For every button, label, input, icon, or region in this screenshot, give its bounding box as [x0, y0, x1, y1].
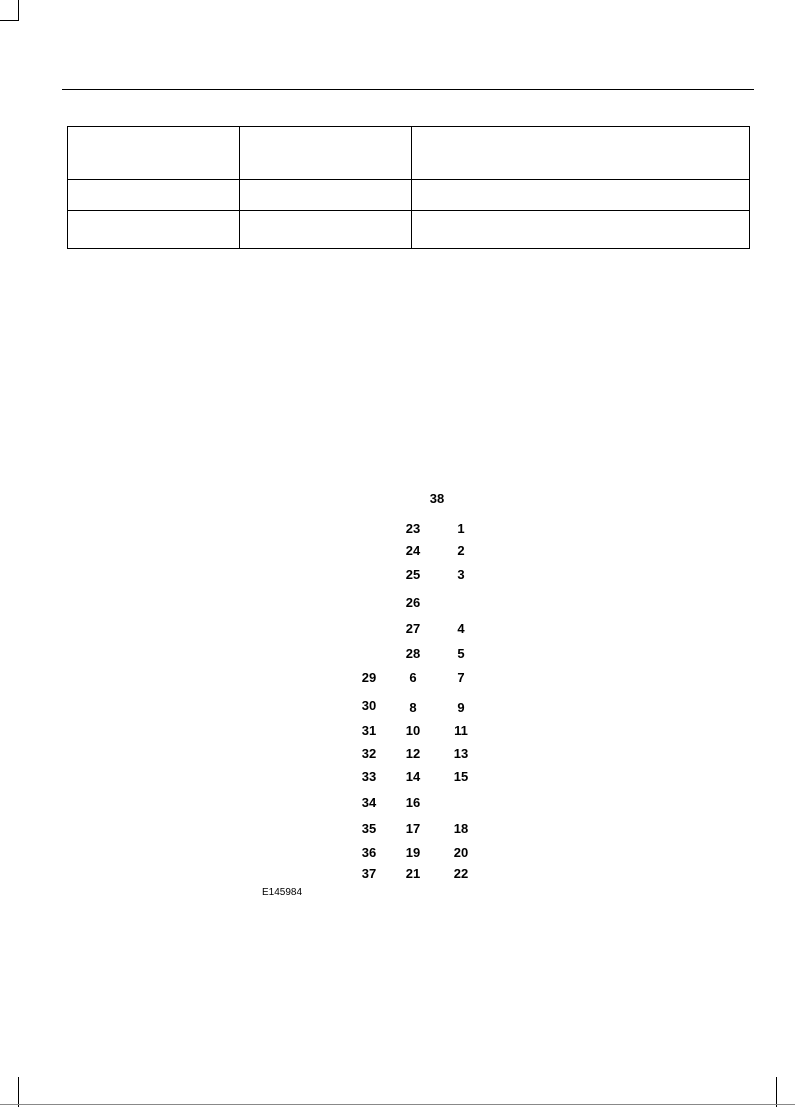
fuse-label: 24 [405, 543, 421, 558]
fuse-label: 21 [405, 866, 421, 881]
table-cell [68, 127, 240, 180]
fuse-label: 5 [457, 646, 465, 661]
fuse-label: 14 [405, 769, 421, 784]
fuse-label: 29 [361, 670, 377, 685]
fuse-label: 28 [405, 646, 421, 661]
fuse-label: 17 [405, 821, 421, 836]
fuse-info-table [67, 126, 750, 249]
fuse-label: 18 [453, 821, 469, 836]
table-row [68, 211, 750, 249]
fuse-label: 33 [361, 769, 377, 784]
crop-mark-top-left-horizontal [0, 20, 19, 21]
fuse-label: 8 [409, 700, 417, 715]
fuse-label: 32 [361, 746, 377, 761]
table-cell [240, 211, 412, 249]
fuse-label: 25 [405, 567, 421, 582]
fuse-label: 6 [409, 670, 417, 685]
table-cell [68, 211, 240, 249]
fuse-label: 36 [361, 845, 377, 860]
table-cell [412, 211, 750, 249]
fuse-label: 23 [405, 521, 421, 536]
table-row [68, 127, 750, 180]
table-cell [412, 127, 750, 180]
crop-mark-bottom-right-vertical [776, 1077, 777, 1107]
fuse-label: 7 [457, 670, 465, 685]
crop-mark-bottom-left-vertical [18, 1077, 19, 1107]
fuse-label: 31 [361, 723, 377, 738]
table-row [68, 180, 750, 211]
fuse-label: 4 [457, 621, 465, 636]
fuse-label: 38 [429, 491, 445, 506]
fuse-label: 12 [405, 746, 421, 761]
figure-code: E145984 [262, 887, 303, 898]
header-rule [62, 89, 754, 90]
fuse-label: 10 [405, 723, 421, 738]
fuse-label: 37 [361, 866, 377, 881]
fuse-label: 15 [453, 769, 469, 784]
table-cell [240, 180, 412, 211]
fuse-label: 35 [361, 821, 377, 836]
table-cell [240, 127, 412, 180]
crop-mark-bottom-edge [0, 1104, 795, 1105]
fuse-label: 20 [453, 845, 469, 860]
fuse-label: 13 [453, 746, 469, 761]
fuse-label: 9 [457, 700, 465, 715]
fuse-label: 27 [405, 621, 421, 636]
fuse-label: 26 [405, 595, 421, 610]
crop-mark-top-left-vertical [18, 0, 19, 21]
fuse-label: 3 [457, 567, 465, 582]
fuse-label: 11 [454, 723, 468, 738]
fuse-label: 34 [361, 795, 377, 810]
table-cell [412, 180, 750, 211]
fuse-label: 2 [457, 543, 465, 558]
fuse-label: 1 [457, 521, 465, 536]
fuse-label: 30 [361, 698, 377, 713]
fuse-label: 19 [405, 845, 421, 860]
table-cell [68, 180, 240, 211]
fuse-label: 22 [453, 866, 469, 881]
fuse-label: 16 [405, 795, 421, 810]
